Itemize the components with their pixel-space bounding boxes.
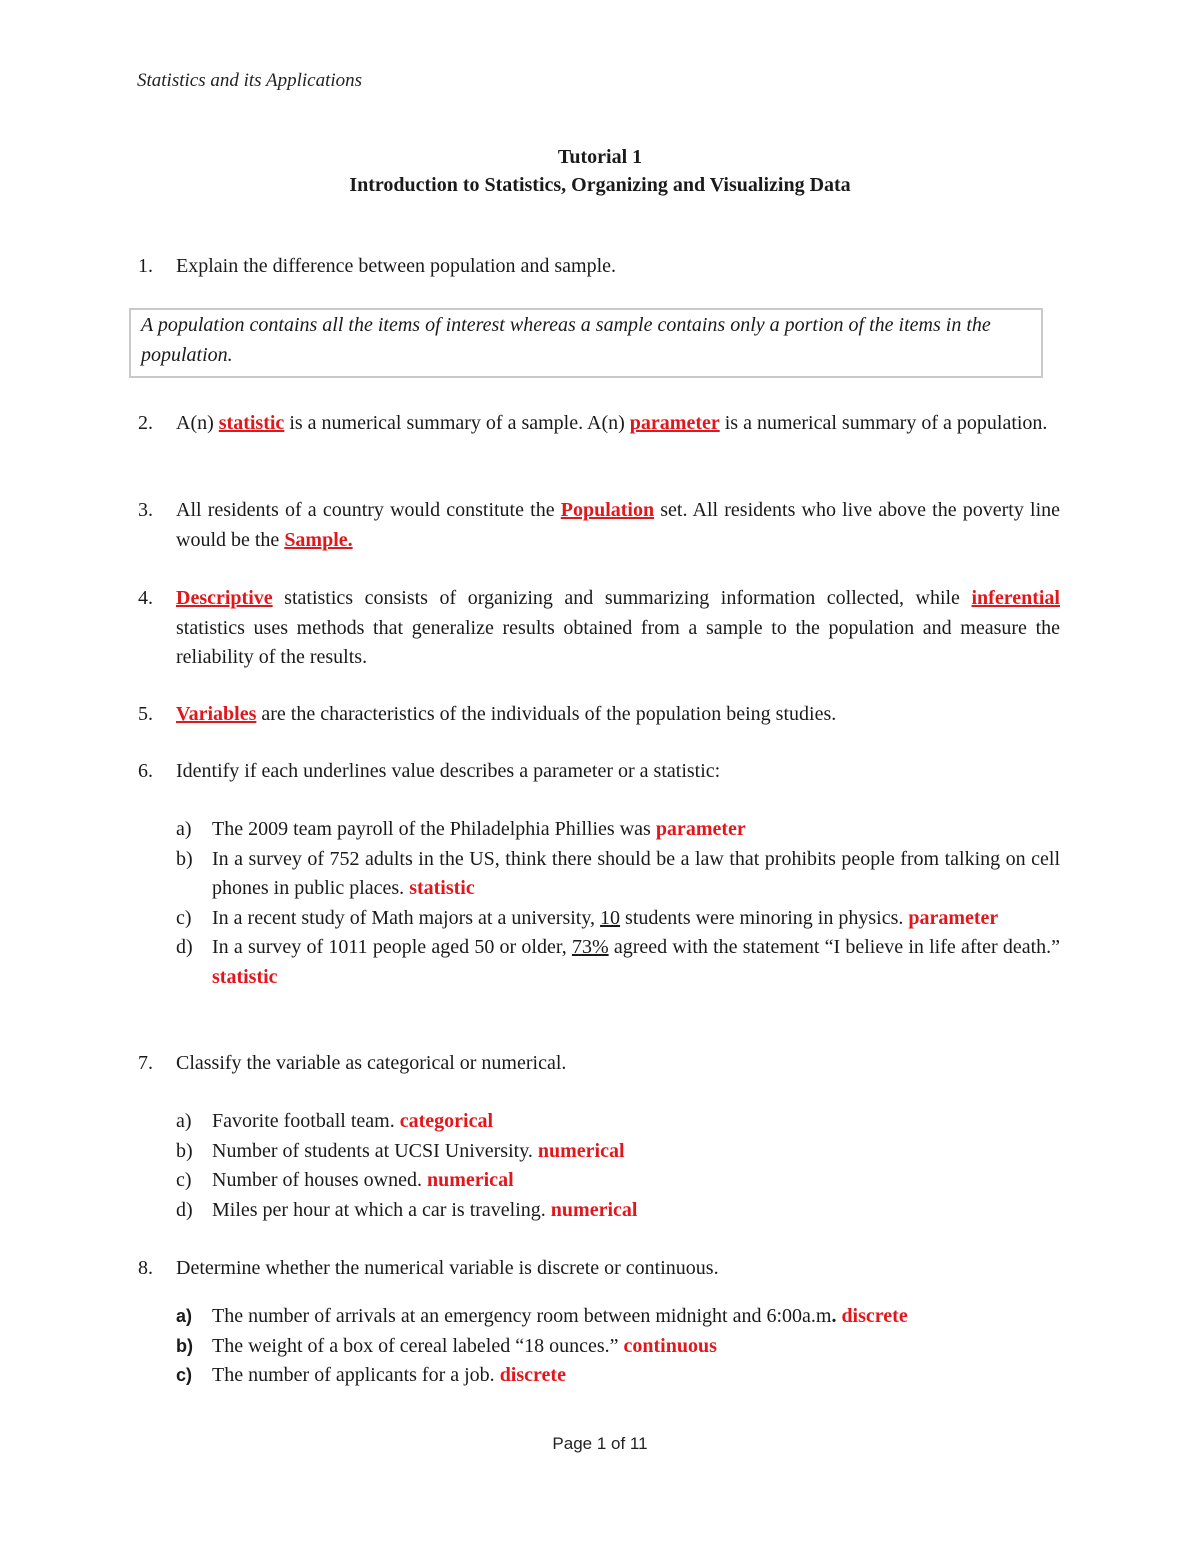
text-run: In a survey of 752 adults in the US, think there should be a law that prohibits people from talking on cell phones in public places. (212, 847, 1060, 899)
underlined-value: 73% (571, 936, 609, 958)
subitem-c (176, 904, 1060, 934)
subitem-a (176, 1107, 1060, 1137)
subitem-text (212, 1196, 1060, 1226)
subitem-b (176, 845, 1060, 904)
question-number: 7. (138, 1052, 153, 1074)
subitem-a (176, 1302, 1060, 1332)
question-text: Explain the difference between population and sample. (176, 255, 617, 277)
subitem-label: c) (176, 1169, 192, 1191)
subitem-c (176, 1166, 1060, 1196)
subitem-label: a) (176, 1110, 192, 1132)
tutorial-title: Tutorial 1 (557, 146, 643, 168)
text-run: Number of students at UCSI University. (212, 1139, 538, 1162)
text-run: Miles per hour at which a car is traveling. (212, 1198, 551, 1221)
subitem-label: b) (176, 847, 193, 870)
subitem-label: b) (176, 1139, 193, 1162)
text-run: In a survey of 1011 people aged 50 or older, (212, 936, 572, 958)
text-run: The 2009 team payroll of the Philadelphia Phillies was (212, 818, 656, 840)
question-text (176, 584, 1060, 673)
text-run: The number of arrivals at an emergency room between midnight and 6:00a.m (212, 1305, 832, 1327)
text-run: The number of applicants for a job. (212, 1364, 500, 1386)
text-run: . (831, 1305, 842, 1327)
text-run: is a numerical summary of a population. (719, 412, 1048, 434)
text-run: The weight of a box of cereal labeled “18 ounces.” (212, 1334, 624, 1357)
question-4 (138, 584, 1060, 673)
question-text: Identify if each underlines value describes a parameter or a statistic: (176, 760, 721, 782)
tutorial-subtitle: Introduction to Statistics, Organizing and Visualizing Data (349, 174, 851, 196)
answer-blank: parameter (629, 412, 720, 434)
question-number: 3. (138, 499, 153, 521)
text-run: statistics uses methods that generalize results obtained from a sample to the population and measure the reliability of the results. (176, 616, 1060, 668)
subitem-text (212, 904, 1060, 934)
question-number: 2. (138, 412, 153, 434)
text-run: set. All residents who live above the poverty line would be the (176, 499, 1061, 551)
subitem-text (212, 1166, 1060, 1196)
subitem-b (176, 1332, 1060, 1362)
text-run: Favorite football team. (212, 1110, 400, 1132)
answer-blank: Sample. (284, 528, 353, 551)
text-run: In a recent study of Math majors at a university, (212, 906, 601, 929)
question-text (176, 409, 1060, 439)
text-run: Number of houses owned. (212, 1169, 427, 1191)
question-number: 5. (138, 703, 153, 725)
subitem-a (176, 815, 1060, 845)
question-1 (138, 252, 1060, 282)
answer: discrete (499, 1364, 566, 1386)
title-block (0, 143, 1200, 199)
question-2 (138, 409, 1060, 439)
question-5 (138, 700, 1060, 730)
subitem-label: b) (176, 1335, 193, 1356)
question-text (176, 700, 1060, 730)
subitem-label: c) (176, 906, 192, 929)
subitem-text (212, 1137, 1060, 1167)
subitem-text (212, 1361, 1060, 1391)
answer: parameter (655, 818, 746, 840)
underlined-value: 10 (600, 906, 621, 929)
question-8-subitems (138, 1302, 1060, 1391)
text-run: statistics consists of organizing and summarizing information collected, while (272, 587, 972, 609)
question-number: 8. (138, 1257, 153, 1279)
question-3 (138, 496, 1060, 555)
answer: parameter (908, 906, 999, 929)
subitem-text (212, 1107, 1060, 1137)
question-text (176, 496, 1060, 555)
answer: continuous (623, 1334, 717, 1357)
text-run: agreed with the statement “I believe in life after death.” (608, 936, 1061, 958)
question-number: 6. (138, 760, 153, 782)
subitem-d (176, 933, 1060, 992)
answer: numerical (537, 1139, 625, 1162)
text-run: is a numerical summary of a sample. A(n) (284, 412, 630, 434)
answer: discrete (841, 1305, 908, 1327)
subitem-text (212, 1332, 1060, 1362)
question-number: 4. (138, 587, 153, 609)
answer-box: A population contains all the items of interest whereas a sample contains only a portion of the items in the population. (129, 308, 1043, 378)
subitem-c (176, 1361, 1060, 1391)
answer-blank: Population (560, 499, 655, 521)
question-6-subitems (138, 815, 1060, 992)
subitem-label: c) (176, 1365, 193, 1385)
question-number: 1. (138, 255, 153, 277)
answer: statistic (409, 877, 475, 899)
subitem-d (176, 1196, 1060, 1226)
answer-blank: statistic (218, 412, 285, 434)
answer-blank: inferential (971, 587, 1060, 609)
subitem-text (212, 815, 1060, 845)
subitem-text (212, 933, 1060, 992)
question-8 (138, 1254, 1060, 1284)
answer: categorical (399, 1110, 494, 1132)
subitem-label: d) (176, 936, 193, 958)
question-6 (138, 757, 1060, 787)
text-run: A(n) (176, 412, 219, 434)
question-7-subitems (138, 1107, 1060, 1225)
subitem-b (176, 1137, 1060, 1167)
running-header: Statistics and its Applications (137, 70, 363, 91)
subitem-label: a) (176, 818, 192, 840)
answer-blank: Variables (176, 703, 257, 725)
question-text: Classify the variable as categorical or numerical. (176, 1052, 567, 1074)
question-7 (138, 1049, 1060, 1079)
answer-blank: Descriptive (176, 587, 273, 609)
answer: statistic (212, 965, 278, 988)
answer: numerical (426, 1169, 514, 1191)
text-run: are the characteristics of the individuals of the population being studies. (256, 703, 837, 725)
subitem-text (212, 845, 1060, 904)
subitem-label: d) (176, 1198, 193, 1221)
page-footer: Page 1 of 11 (552, 1434, 648, 1453)
subitem-text (212, 1302, 1060, 1332)
question-text: Determine whether the numerical variable is discrete or continuous. (176, 1257, 719, 1279)
subitem-label: a) (176, 1306, 193, 1326)
text-run: All residents of a country would constitute the (176, 499, 561, 521)
text-run: students were minoring in physics. (620, 906, 909, 929)
answer: numerical (550, 1198, 638, 1221)
